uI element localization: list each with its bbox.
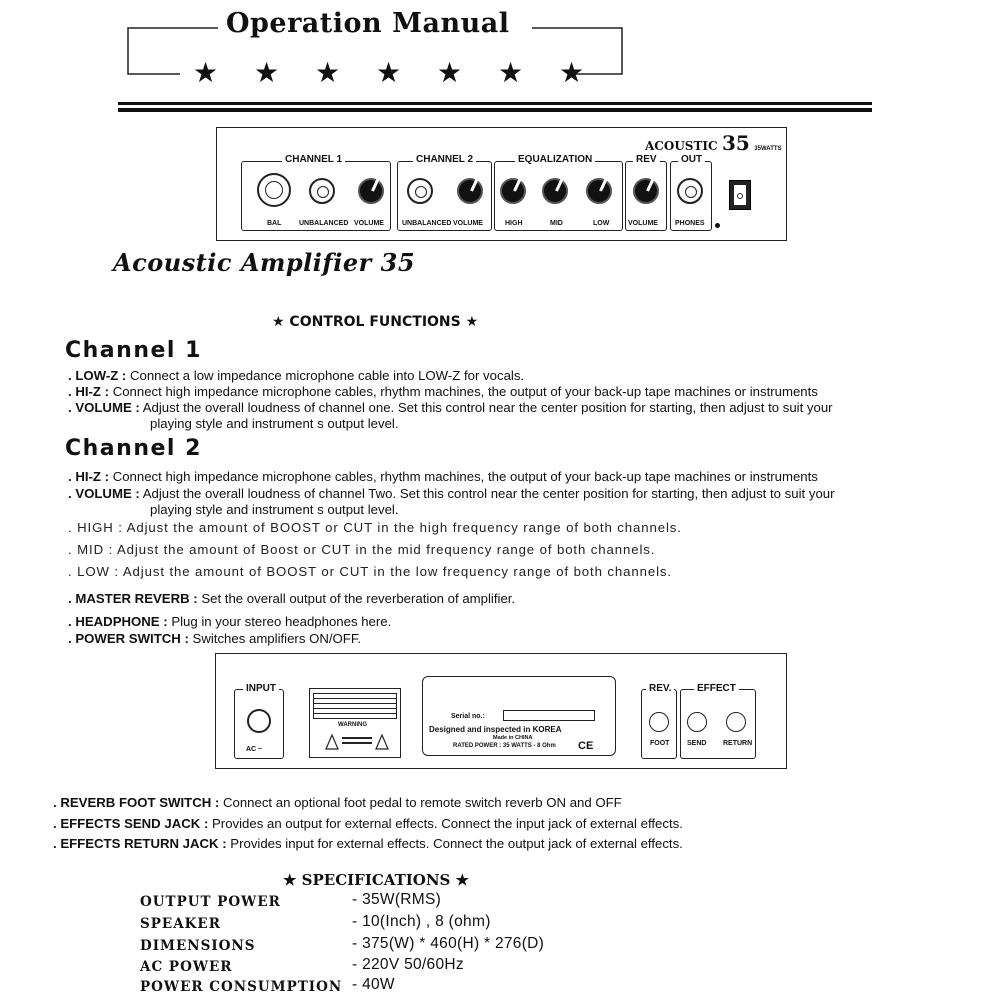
designed-label: Designed and inspected in KOREA <box>429 725 562 734</box>
rear-panel <box>215 653 787 769</box>
volume-label: VOLUME <box>628 220 658 227</box>
eq-mid-line: . MID : Adjust the amount of Boost or CUT in the mid frequency range of both channels. <box>68 542 656 557</box>
phones-jack[interactable] <box>677 178 703 204</box>
spec-value: - 40W <box>352 976 395 993</box>
serial-label: Serial no.: <box>451 713 485 720</box>
spec-value: - 375(W) * 460(H) * 276(D) <box>352 935 545 952</box>
low-knob[interactable] <box>586 178 612 204</box>
bal-label: BAL <box>267 220 282 227</box>
send-label: SEND <box>687 740 707 747</box>
ch2-volume-cont: playing style and instrument s output level. <box>150 502 399 517</box>
front-brand <box>645 131 782 155</box>
spec-value: - 10(Inch) , 8 (ohm) <box>352 913 491 930</box>
eq-low-line: . LOW : Adjust the amount of BOOST or CUT in the low frequency range of both channels. <box>68 564 672 579</box>
power-switch-line: . POWER SWITCH : Switches amplifiers ON/OFF. <box>68 631 362 646</box>
mid-knob[interactable] <box>542 178 568 204</box>
manual-title: Operation Manual <box>226 8 510 39</box>
eq-high-line: . HIGH : Adjust the amount of BOOST or CUT in the high frequency range of both channels. <box>68 520 682 535</box>
spec-key: AC POWER <box>140 959 233 975</box>
unbalanced-label: UNBALANCED <box>299 220 349 227</box>
star-icon: ★ <box>436 57 463 88</box>
star-icon: ★ <box>497 57 524 88</box>
star-icon: ★ <box>314 57 341 88</box>
rated-power-label: RATED POWER : 35 WATTS - 8 Ohm <box>453 743 556 749</box>
mid-label: MID <box>550 220 563 227</box>
out-label: OUT <box>678 154 705 165</box>
effects-return-jack[interactable] <box>726 712 746 732</box>
ce-mark: CE <box>578 740 594 752</box>
ch1-volume-knob[interactable] <box>358 178 384 204</box>
headphone-line: . HEADPHONE : Plug in your stereo headphones here. <box>68 614 392 629</box>
high-label: HIGH <box>505 220 523 227</box>
ac-label: AC ~ <box>246 746 263 753</box>
effects-return-line: . EFFECTS RETURN JACK : Provides input for external effects. Connect the output jack of external effects. <box>53 836 683 851</box>
control-functions-heading: ★ CONTROL FUNCTIONS ★ <box>272 314 479 330</box>
front-panel <box>216 127 787 241</box>
input-label: INPUT <box>243 683 279 694</box>
power-led <box>715 223 720 228</box>
star-icon: ★ <box>558 57 585 88</box>
high-knob[interactable] <box>500 178 526 204</box>
effect-label: EFFECT <box>694 683 739 694</box>
ch2-unbalanced-jack[interactable] <box>407 178 433 204</box>
serial-field <box>503 710 595 721</box>
reverb-foot-line: . REVERB FOOT SWITCH : Connect an optional foot pedal to remote switch reverb ON and OFF <box>53 795 622 810</box>
channel2-label: CHANNEL 2 <box>413 154 476 165</box>
unbalanced-label: UNBALANCED <box>402 220 452 227</box>
effects-send-line: . EFFECTS SEND JACK : Provides an output for external effects. Connect the input jack of external effects. <box>53 816 683 831</box>
ch2-hiz-line: . HI-Z : Connect high impedance microphone cables, rhythm machines, the output of your back-up tape machines or instruments <box>68 469 818 484</box>
made-in-label: Made in CHINA <box>493 735 533 741</box>
header-rule <box>118 108 872 112</box>
warning-triangles-icon <box>318 731 394 753</box>
star-icon: ★ <box>253 57 280 88</box>
model-number: 35 <box>722 131 750 155</box>
brand-label: ACOUSTIC <box>645 139 718 153</box>
amp-name: Acoustic Amplifier 35 <box>113 248 416 277</box>
rev-label: REV <box>633 154 660 165</box>
ac-input-socket[interactable] <box>247 709 271 733</box>
model-sub: 35WATTS <box>754 146 782 152</box>
power-switch[interactable] <box>729 180 751 210</box>
ch1-hiz-line: . HI-Z : Connect high impedance microphone cables, rhythm machines, the output of your back-up tape machines or instruments <box>68 384 818 399</box>
ch1-volume-cont: playing style and instrument s output level. <box>150 416 399 431</box>
volume-label: VOLUME <box>453 220 483 227</box>
spec-key: OUTPUT POWER <box>140 894 281 910</box>
foot-label: FOOT <box>650 740 670 747</box>
eq-label: EQUALIZATION <box>515 154 595 165</box>
volume-label: VOLUME <box>354 220 384 227</box>
ch1-lowz-line: . LOW-Z : Connect a low impedance microphone cable into LOW-Z for vocals. <box>68 368 525 383</box>
spec-key: SPEAKER <box>140 916 221 932</box>
xlr-input-jack[interactable] <box>257 173 291 207</box>
channel2-heading: Channel 2 <box>65 436 202 461</box>
spec-value: - 220V 50/60Hz <box>352 956 464 973</box>
warning-label <box>309 688 401 758</box>
ch2-volume-knob[interactable] <box>457 178 483 204</box>
ch1-volume-line: . VOLUME : Adjust the overall loudness of channel one. Set this control near the center position for starting, then adjust to suit your <box>68 400 833 415</box>
rev-label: REV. <box>646 683 674 694</box>
ch1-unbalanced-jack[interactable] <box>309 178 335 204</box>
return-label: RETURN <box>723 740 753 747</box>
phones-label: PHONES <box>675 220 705 227</box>
spec-value: - 35W(RMS) <box>352 891 442 908</box>
header-rule <box>118 102 872 105</box>
star-icon: ★ <box>192 57 219 88</box>
effects-send-jack[interactable] <box>687 712 707 732</box>
channel1-label: CHANNEL 1 <box>282 154 345 165</box>
specifications-heading: ★ SPECIFICATIONS ★ <box>283 871 470 889</box>
spec-key: DIMENSIONS <box>140 938 256 954</box>
serial-plate <box>422 676 616 756</box>
low-label: LOW <box>593 220 610 227</box>
foot-switch-jack[interactable] <box>649 712 669 732</box>
header-stars <box>175 56 602 89</box>
warning-text: WARNING <box>338 722 367 728</box>
spec-key: POWER CONSUMPTION <box>140 979 343 995</box>
reverb-volume-knob[interactable] <box>633 178 659 204</box>
star-icon: ★ <box>375 57 402 88</box>
channel1-heading: Channel 1 <box>65 338 202 363</box>
ch2-volume-line: . VOLUME : Adjust the overall loudness of channel Two. Set this control near the center position for starting, then adjust to suit your <box>68 486 835 501</box>
master-reverb-line: . MASTER REVERB : Set the overall output of the reverberation of amplifier. <box>68 591 516 606</box>
